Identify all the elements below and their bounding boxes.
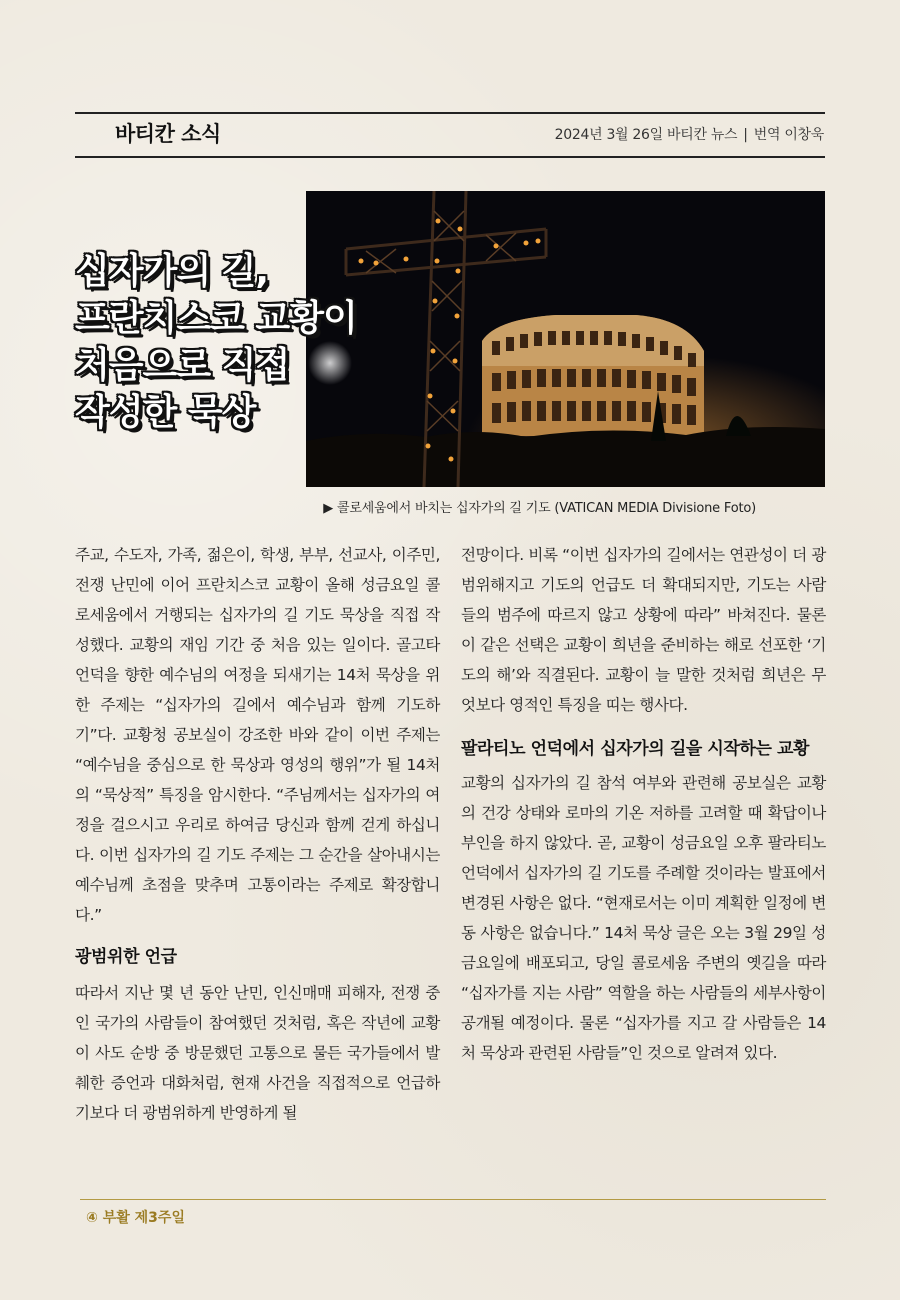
body-paragraph: 주교, 수도자, 가족, 젊은이, 학생, 부부, 선교사, 이주민, 전쟁 난민에 이어 프란치스코 교황이 올해 성금요일 콜로세움에서 거행되는 십자가의 길 기도 묵상을 직접 작성했다. 교황의 재임 기간 중 처음 있는 일이다. 골고타 언덕을 향한 예수님의 여정을 되새기는 14처 묵상을 위한 주제는 “십자가의 길에서 예수님과 함께 기도하기”다. 교황청 공보실이 강조한 바와 같이 이번 주제는 “예수님을 중심으로 한 묵상과 영성의 행위”가 될 14처의 “묵상적” 특징을 암시한다. “주님께서는 십자가의 여정을 걸으시고 우리로 하여금 당신과 함께 걷게 하십니다. 이번 십자가의 길 기도 주제는 그 순간을 살아내시는 예수님께 초점을 맞추며 고통이라는 주제로 확장합니다.”: [75, 546, 440, 924]
body-paragraph: 전망이다. 비록 “이번 십자가의 길에서는 연관성이 더 광범위해지고 기도의 언급도 더 확대되지만, 기도는 사람들의 범주에 따르지 않고 상황에 따라” 바쳐진다. 물론 이 같은 선택은 교황이 희년을 준비하는 해로 선포한 ‘기도의 해’와 직결된다. 교황이 늘 말한 것처럼 희년은 무엇보다 영적인 특징을 띠는 행사다.: [461, 546, 826, 714]
headline-line: 작성한 묵상: [75, 392, 256, 433]
body-paragraph: 교황의 십자가의 길 참석 여부와 관련해 공보실은 교황의 건강 상태와 로마의 기온 저하를 고려할 때 확답이나 부인을 하지 않았다. 곧, 교황이 성금요일 오후 팔라티노 언덕에서 십자가의 길 기도를 주례할 것이라는 발표에서 변경된 사항은 없다. “현재로서는 이미 계획한 일정에 변동 사항은 없습니다.” 14처 묵상 글은 오는 3월 29일 성금요일에 배포되고, 당일 콜로세움 주변의 옛길을 따라 “십자가를 지는 사람” 역할을 하는 사람들의 세부사항이 공개될 예정이다. 물론 “십자가를 지고 갈 사람들은 14처 묵상과 관련된 사람들”인 것으로 알려져 있다.: [461, 774, 826, 1062]
header-separator: |: [743, 127, 748, 143]
photo-caption: ▶ 콜로세움에서 바치는 십자가의 길 기도 (VATICAN MEDIA Divisione Foto): [323, 501, 756, 516]
headline-line: 십자가의 길,: [75, 251, 269, 292]
header-rule-top: [75, 112, 825, 114]
section-title: 바티칸 소식: [115, 122, 221, 146]
headline-line: 처음으로 직접: [75, 345, 290, 386]
translator-credit: 번역 이창욱: [753, 127, 824, 143]
left-column: [75, 540, 440, 1128]
header-info: [555, 124, 824, 144]
right-column: [461, 540, 826, 1068]
body-paragraph: 따라서 지난 몇 년 동안 난민, 인신매매 피해자, 전쟁 중인 국가의 사람들이 참여했던 것처럼, 혹은 작년에 교황이 사도 순방 중 방문했던 고통으로 물든 국가들에서 발췌한 증언과 대화처럼, 현재 사건을 직접적으로 언급하기보다 더 광범위하게 반영하게 될: [75, 984, 440, 1122]
page-label: ④ 부활 제3주일: [86, 1210, 185, 1226]
headline: [75, 248, 357, 436]
footer-rule: [80, 1199, 826, 1200]
header-rule-bottom: [75, 156, 825, 158]
colosseum-photo: [306, 191, 825, 487]
subheading: 광범위한 언급: [75, 947, 177, 967]
headline-line: 프란치스코 교황이: [75, 298, 357, 339]
date-source: 2024년 3월 26일 바티칸 뉴스: [554, 127, 738, 143]
subheading: 팔라티노 언덕에서 십자가의 길을 시작하는 교황: [461, 739, 810, 759]
